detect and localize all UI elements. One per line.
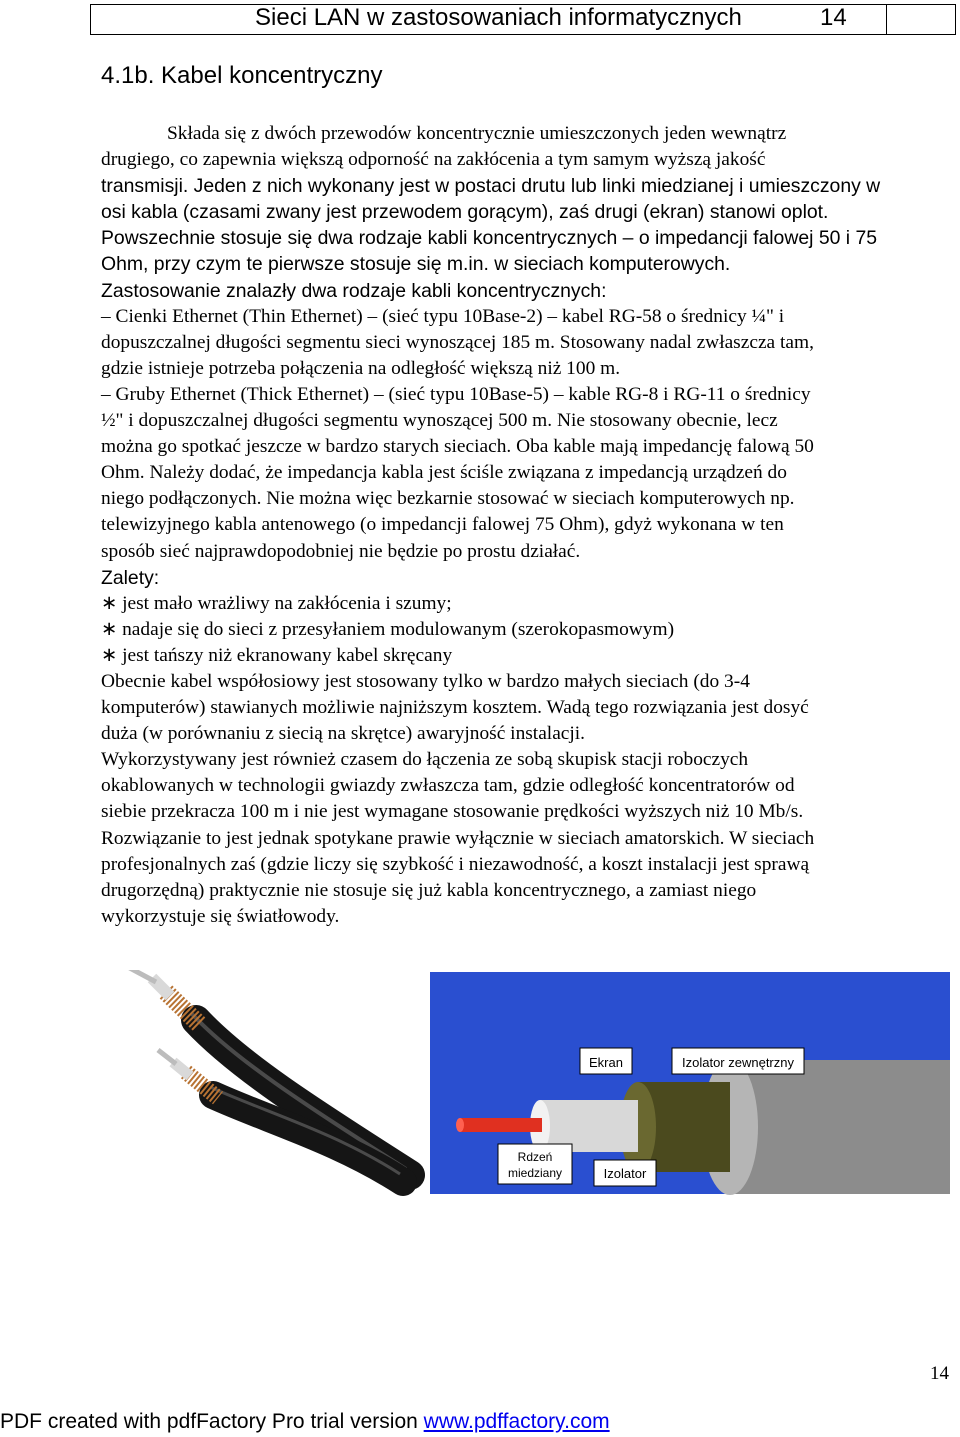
label-miedziany: miedziany (507, 1166, 563, 1180)
text-line: można go spotkać jeszcze w bardzo starych sieciach. Oba kable mają impedancję falową 50 (101, 436, 814, 458)
text-line: telewizyjnego kabla antenowego (o impedancji falowej 75 Ohm), gdyż wykonana w ten (101, 514, 784, 536)
text-line: ∗ nadaje się do sieci z przesyłaniem modulowanym (szerokopasmowym) (101, 618, 675, 640)
header-divider (886, 5, 887, 34)
text-line: sposób sieć najprawdopodobniej nie będzie po prostu działać. (101, 540, 581, 562)
text-line: duża (w porównaniu z siecią na skrętce) awaryjność instalacji. (101, 723, 586, 745)
text-line: gdzie istnieje potrzeba połączenia na odległość większą niż 100 m. (101, 357, 621, 379)
text-line: ∗ jest tańszy niż ekranowany kabel skręcany (101, 644, 453, 666)
text-line: drugorzędną) praktycznie nie stosuje się już kabla koncentrycznego, a zamiast niego (101, 879, 757, 901)
coax-cross-section-diagram (430, 972, 950, 1200)
text-line: – Gruby Ethernet (Thick Ethernet) – (sieć typu 10Base-5) – kable RG-8 i RG-11 o średnicy (101, 383, 811, 405)
pdf-trial-banner (0, 1410, 610, 1434)
text-line: Zastosowanie znalazły dwa rodzaje kabli koncentrycznych: (101, 279, 607, 302)
text-line: transmisji. Jeden z nich wykonany jest w postaci drutu lub linki miedzianej i umieszczony w (101, 175, 881, 198)
text-line: Ohm, przy czym te pierwsze stosuje się m.in. w sieciach komputerowych. (101, 253, 731, 276)
label-izolator-zewnetrzny: Izolator zewnętrzny (682, 1055, 794, 1070)
text-line: Rozwiązanie to jest jednak spotykane prawie wyłącznie w sieciach amatorskich. W sieciach (101, 827, 815, 849)
text-line: Składa się z dwóch przewodów koncentrycznie umieszczonych jeden wewnątrz (167, 123, 787, 144)
text-line: dopuszczalnej długości segmentu sieci wynoszącej 185 m. Stosowany nadal zwłaszcza tam, (101, 331, 814, 353)
pdffactory-link[interactable]: www.pdffactory.com (423, 1410, 610, 1433)
text-line: wykorzystuje się światłowody. (101, 905, 340, 927)
section-title: 4.1b. Kabel koncentryczny (101, 62, 383, 89)
label-ekran: Ekran (589, 1055, 623, 1070)
text-line: osi kabla (czasami zwany jest przewodem gorącym), zaś drugi (ekran) stanowi oplot. (101, 201, 829, 224)
text-line: drugiego, co zapewnia większą odporność na zakłócenia a tym samym wyższą jakość (101, 149, 766, 171)
footer-page-number: 14 (930, 1363, 949, 1384)
figures (118, 970, 958, 1200)
text-line: okablowanych w technologii gwiazdy zwłaszcza tam, gdzie odległość koncentratorów od (101, 775, 795, 797)
text-line: Obecnie kabel współosiowy jest stosowany tylko w bardzo małych sieciach (do 3-4 (101, 670, 750, 692)
text-line: niego podłączonych. Nie można więc bezkarnie stosować w sieciach komputerowych np. (101, 488, 795, 510)
text-line: komputerów) stawianych możliwie najniższym kosztem. Wadą tego rozwiązania jest dosyć (101, 697, 809, 719)
text-line: – Cienki Ethernet (Thin Ethernet) – (sieć typu 10Base-2) – kabel RG-58 o średnicy ¼" i (101, 305, 785, 327)
text-line: Zalety: (101, 566, 160, 589)
header-title: Sieci LAN w zastosowaniach informatycznych (255, 4, 742, 31)
header-page-number: 14 (820, 4, 847, 31)
text-line: profesjonalnych zaś (gdzie liczy się szybkość i niezawodność, a koszt instalacji jest sprawą (101, 853, 810, 875)
text-line: ∗ jest mało wrażliwy na zakłócenia i szumy; (101, 592, 452, 614)
text-line: Powszechnie stosuje się dwa rodzaje kabli koncentrycznych – o impedancji falowej 50 i 75 (101, 227, 878, 250)
pdf-trial-text: PDF created with pdfFactory Pro trial version (0, 1410, 424, 1433)
label-izolator: Izolator (603, 1166, 647, 1181)
text-line: Ohm. Należy dodać, że impedancja kabla jest ściśle związana z impedancją urządzeń do (101, 462, 787, 484)
text-line: Wykorzystywany jest również czasem do łączenia ze sobą skupisk stacji roboczych (101, 749, 749, 771)
body-text (101, 121, 941, 930)
text-line: siebie przekracza 100 m i nie jest wymagane stosowanie prędkości wyższych niż 10 Mb/s. (101, 801, 804, 823)
text-line: ½" i dopuszczalnej długości segmentu wynoszącej 500 m. Nie stosowany obecnie, lecz (101, 410, 778, 432)
label-rdzen: Rdzeń (517, 1150, 553, 1164)
